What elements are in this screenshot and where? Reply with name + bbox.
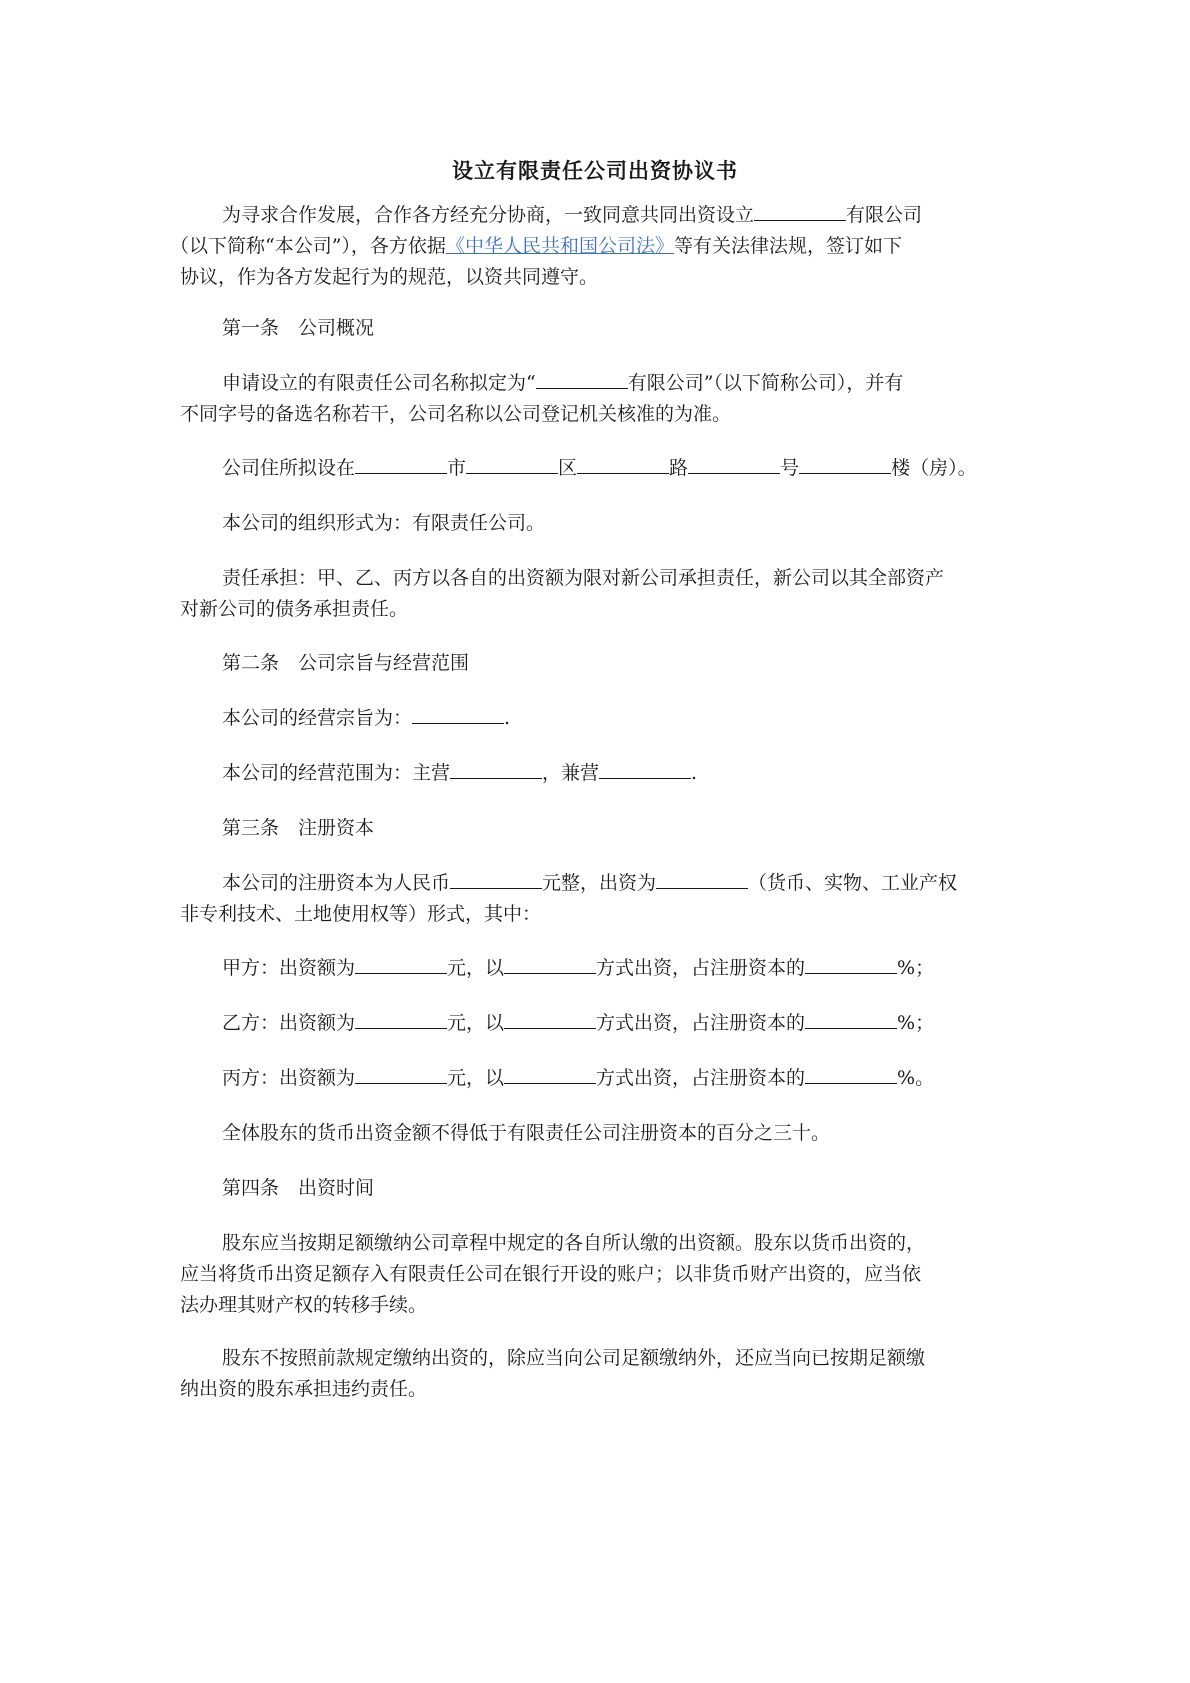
payment-paragraph [180,1228,1020,1321]
shareholder-a-method: 方式出资，占注册资本的 [596,957,806,979]
address-prefix: 公司住所拟设在 [222,457,356,479]
company-law-link[interactable]: 《中华人民共和国公司法》 [445,235,674,257]
shareholder-b-percent-blank[interactable] [805,1008,897,1029]
liability-paragraph [180,563,1020,625]
shareholder-row [180,953,1020,984]
name-text-3: 不同字号的备选名称若干，公司名称以公司登记机关核准的为准。 [180,403,732,425]
address-paragraph [180,453,1020,484]
intro-text-3: （以下简称“本公司”），各方依据 [170,235,446,257]
monetary-minimum: 全体股东的货币出资金额不得低于有限责任公司注册资本的百分之三十。 [222,1122,831,1144]
intro-text-5: 协议，作为各方发起行为的规范，以资共同遵守。 [180,266,599,288]
address-road-label: 路 [669,457,689,479]
intro-text-2: 有限公司 [846,204,923,226]
default-line-2: 纳出资的股东承担违约责任。 [180,1378,428,1400]
article-3-heading: 第三条 注册资本 [222,817,375,839]
capital-text-4: 非专利技术、土地使用权等）形式，其中： [180,903,542,925]
scope-prefix: 本公司的经营范围为：主营 [222,762,451,784]
shareholder-b-end: %； [897,1012,935,1034]
shareholder-b-prefix: 乙方：出资额为 [222,1012,356,1034]
address-number-label: 号 [780,457,800,479]
shareholder-b-method-blank[interactable] [504,1008,596,1029]
shareholder-c-prefix: 丙方：出资额为 [222,1067,356,1089]
scope-end: . [691,762,698,784]
organization-form: 本公司的组织形式为：有限责任公司。 [222,512,546,534]
shareholder-a-yuan: 元，以 [447,957,505,979]
purpose-blank[interactable] [412,703,504,724]
payment-line-2: 应当将货币出资足额存入有限责任公司在银行开设的账户；以非货币财产出资的，应当依 [180,1263,922,1285]
shareholder-a-method-blank[interactable] [504,953,596,974]
document-title: 设立有限责任公司出资协议书 [452,158,738,183]
address-road-blank[interactable] [577,453,669,474]
shareholder-c-method: 方式出资，占注册资本的 [596,1067,806,1089]
name-text-1: 申请设立的有限责任公司名称拟定为“ [222,372,536,394]
shareholder-row [180,1063,1020,1094]
purpose-paragraph [180,703,1020,734]
proposed-name-blank[interactable] [536,368,628,389]
address-building-blank[interactable] [799,453,891,474]
main-business-blank[interactable] [450,758,542,779]
capital-form-blank[interactable] [656,868,748,889]
capital-amount-blank[interactable] [450,868,542,889]
shareholder-a-prefix: 甲方：出资额为 [222,957,356,979]
intro-text-1: 为寻求合作发展，合作各方经充分协商，一致同意共同出资设立 [222,204,755,226]
intro-paragraph [170,200,1020,293]
address-city-label: 市 [447,457,467,479]
scope-paragraph [180,758,1020,789]
payment-line-3: 法办理其财产权的转移手续。 [180,1294,428,1316]
shareholder-b-yuan: 元，以 [447,1012,505,1034]
company-name-paragraph [180,368,1020,430]
company-name-blank[interactable] [754,200,846,221]
address-district-blank[interactable] [466,453,558,474]
side-business-blank[interactable] [599,758,691,779]
purpose-prefix: 本公司的经营宗旨为： [222,707,413,729]
purpose-end: . [504,707,511,729]
name-text-2: 有限公司”（以下简称公司），并有 [627,372,904,394]
shareholder-c-method-blank[interactable] [504,1063,596,1084]
article-4-heading: 第四条 出资时间 [222,1177,375,1199]
default-paragraph [180,1343,1020,1405]
address-city-blank[interactable] [355,453,447,474]
capital-text-2: 元整，出资为 [542,872,657,894]
shareholder-c-end: %。 [897,1067,935,1089]
address-number-blank[interactable] [688,453,780,474]
capital-text-1: 本公司的注册资本为人民币 [222,872,451,894]
shareholder-c-amount-blank[interactable] [355,1063,447,1084]
default-line-1: 股东不按照前款规定缴纳出资的，除应当向公司足额缴纳外，还应当向已按期足额缴 [222,1347,926,1369]
shareholder-a-amount-blank[interactable] [355,953,447,974]
capital-text-3: （货币、实物、工业产权 [748,872,958,894]
address-suffix: 楼（房）。 [891,457,977,479]
shareholder-a-end: %； [897,957,935,979]
shareholder-c-yuan: 元，以 [447,1067,505,1089]
shareholder-row [180,1008,1020,1039]
liability-line-1: 责任承担：甲、乙、丙方以各自的出资额为限对新公司承担责任，新公司以其全部资产 [222,567,945,589]
article-2-heading: 第二条 公司宗旨与经营范围 [222,652,470,674]
scope-mid: ，兼营 [542,762,600,784]
shareholder-b-method: 方式出资，占注册资本的 [596,1012,806,1034]
liability-line-2: 对新公司的债务承担责任。 [180,598,409,620]
shareholder-a-percent-blank[interactable] [805,953,897,974]
article-1-heading: 第一条 公司概况 [222,317,375,339]
intro-text-4: 等有关法律法规，签订如下 [673,235,902,257]
capital-paragraph [180,868,1020,930]
payment-line-1: 股东应当按期足额缴纳公司章程中规定的各自所认缴的出资额。股东以货币出资的， [222,1232,926,1254]
shareholder-b-amount-blank[interactable] [355,1008,447,1029]
address-district-label: 区 [558,457,578,479]
shareholder-c-percent-blank[interactable] [805,1063,897,1084]
